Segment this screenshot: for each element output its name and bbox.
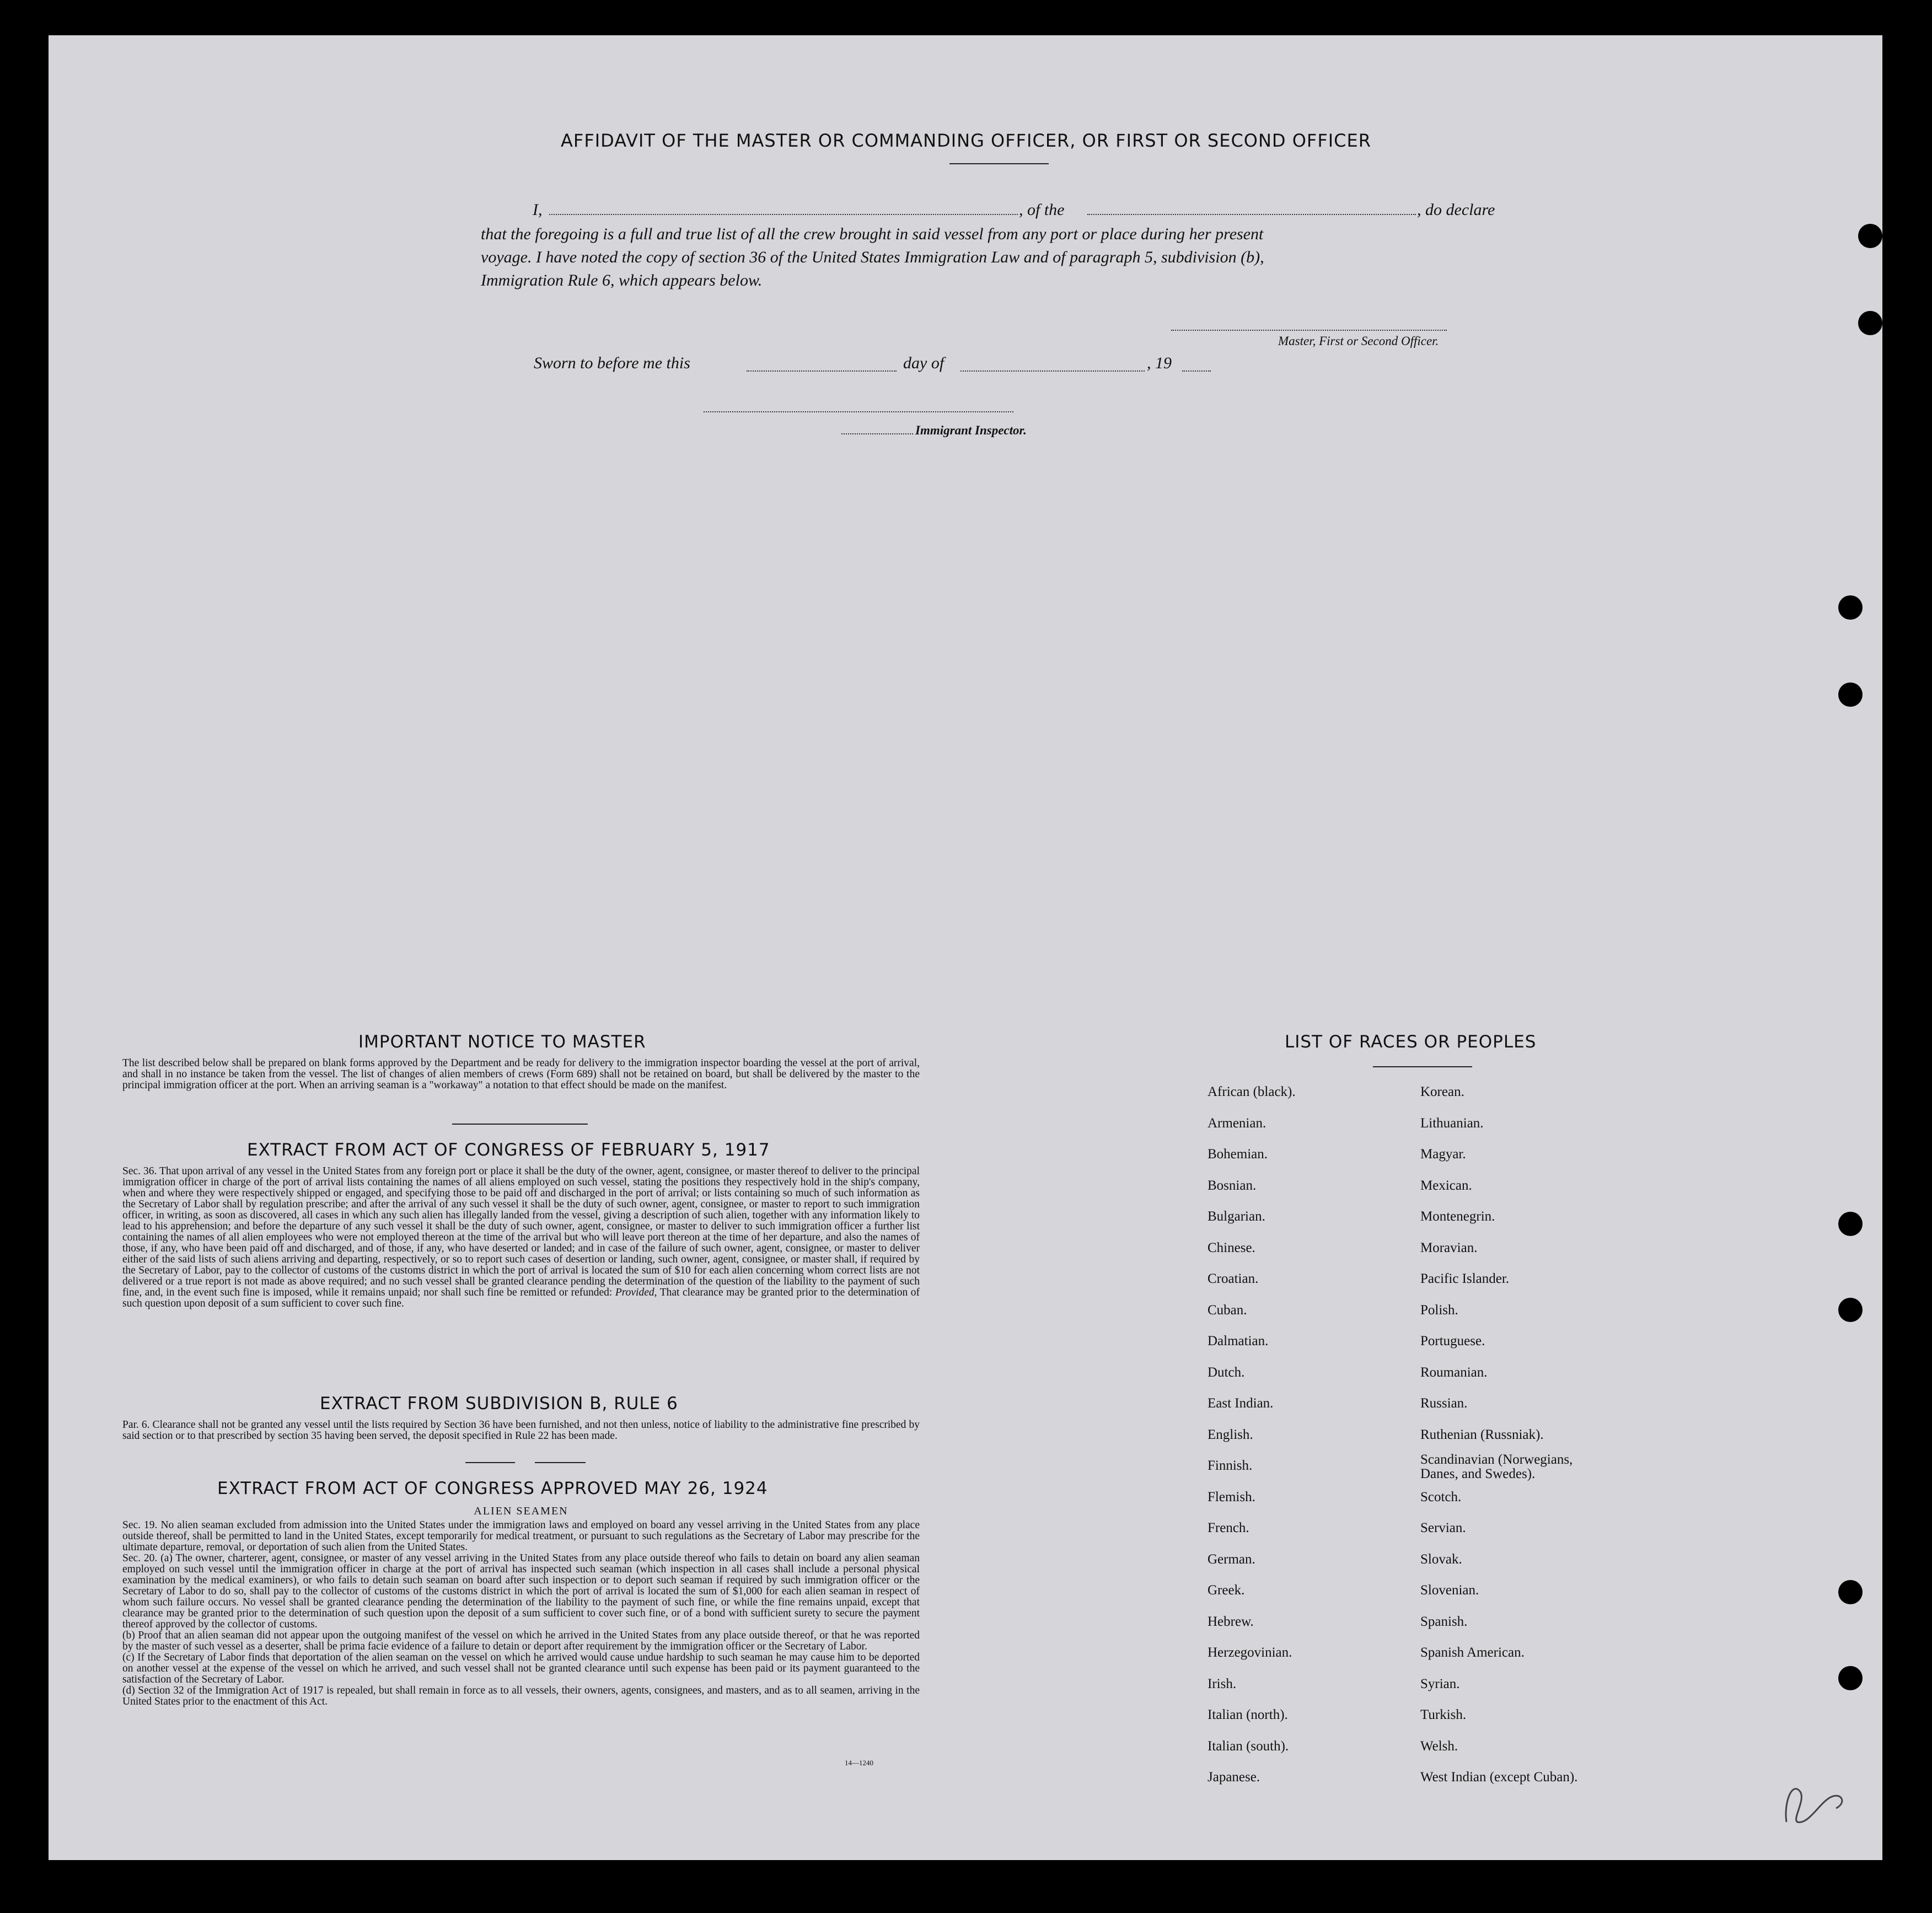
race-item: Herzegovinian. (1208, 1645, 1292, 1660)
inspector-label: Immigrant Inspector. (915, 423, 1027, 437)
extract-1917-title: EXTRACT FROM ACT OF CONGRESS OF FEBRUARY 5, 1917 (247, 1140, 770, 1160)
master-name-field[interactable] (549, 214, 1018, 215)
race-item: Servian. (1420, 1520, 1466, 1535)
race-item: Hebrew. (1208, 1614, 1254, 1629)
race-item: Slovenian. (1420, 1583, 1479, 1598)
extract-rule6-body: Par. 6. Clearance shall not be granted any vessel until the lists required by Section 36 have been furnished, and not then unless, notice of liability to the administrative fine prescribed by said section or to that prescribed by section 35 having been served, the deposit specified in Rule 22 has been made. (122, 1419, 920, 1442)
section-divider (535, 1462, 586, 1463)
extract-1917-body (122, 1166, 920, 1309)
inspector-signature-lead (841, 433, 913, 434)
race-item: Roumanian. (1420, 1364, 1488, 1380)
race-item: Spanish American. (1420, 1645, 1525, 1660)
extract-1924-paragraph: Sec. 20. (a) The owner, charterer, agent, consignee, or master of any vessel arriving in the United States from any place outside thereof who fails to detain on board any alien seaman employed on such vessel until the immigration officer in charge at the port of arrival has inspected such seaman (which inspection in all cases shall include a personal physical examination by the medical examiners), or who fails to detain such seaman on board after such inspection or to deport such seaman if required by such immigration officer or the Secretary of Labor to do so, shall pay to the collector of customs of the customs district in which the port of arrival is located the sum of $1,000 for each alien seaman in respect of whom such failure occurs. No vessel shall be granted clearance pending the determination of the liability to the payment of such fine, or while the fine remains unpaid, except that clearance may be granted prior to the determination of such question upon the deposit of a sum sufficient to cover such fine, or of a bond with sufficient surety to secure the payment thereof approved by the collector of customs. (122, 1552, 920, 1630)
race-item: Italian (north). (1208, 1707, 1288, 1722)
master-signature-field[interactable] (1171, 330, 1447, 331)
punch-hole (1838, 683, 1863, 707)
race-item: West Indian (except Cuban). (1420, 1770, 1578, 1785)
races-right-column (1420, 1077, 1630, 1793)
race-item: Dutch. (1208, 1364, 1245, 1380)
punch-hole (1838, 1580, 1863, 1604)
extract-1917-proviso: That clearance may be granted prior to the determination of such question upon deposit of a sum sufficient to cover such fine. (122, 1287, 920, 1309)
race-item: Spanish. (1420, 1614, 1468, 1629)
pencil-mark (1781, 1770, 1858, 1830)
form-number: 14—1240 (845, 1759, 873, 1767)
punch-hole (1858, 224, 1882, 248)
punch-hole (1838, 595, 1863, 620)
sworn-day-field[interactable] (747, 370, 897, 372)
statement-line-1: that the foregoing is a full and true list of all the crew brought in said vessel from any port or place during her present (481, 225, 1264, 243)
punch-hole (1858, 311, 1882, 335)
race-item: German. (1208, 1551, 1255, 1567)
race-item: Pacific Islander. (1420, 1271, 1510, 1286)
year-label: , 19 (1147, 354, 1172, 372)
race-item: Russian. (1420, 1396, 1468, 1411)
sworn-label: Sworn to before me this (534, 354, 690, 372)
affidavit-i-label: I, (533, 201, 543, 219)
race-item: Bulgarian. (1208, 1209, 1265, 1224)
race-item: Lithuanian. (1420, 1115, 1484, 1131)
punch-hole (1838, 1298, 1863, 1322)
section-divider (465, 1462, 515, 1463)
extract-1924-paragraph: Sec. 19. No alien seaman excluded from admission into the United States under the immigration laws and employed on board any vessel arriving in the United States from any place outside thereof, shall be permitted to land in the United States, except temporarily for medical treatment, or pursuant to such regulations as the Secretary of Labor may prescribe for the ultimate departure, removal, or deportation of such alien from the United States. (122, 1519, 920, 1553)
inspector-signature-field[interactable] (704, 411, 1013, 412)
race-item: African (black). (1208, 1084, 1296, 1099)
race-item: Syrian. (1420, 1676, 1460, 1691)
race-item: Flemish. (1208, 1489, 1255, 1504)
statement-line-2: voyage. I have noted the copy of section 36 of the United States Immigration Law and of paragraph 5, subdivision (b), (481, 248, 1264, 266)
statement-line-3: Immigration Rule 6, which appears below. (481, 271, 763, 289)
race-item: Ruthenian (Russniak). (1420, 1427, 1544, 1442)
race-item: Cuban. (1208, 1302, 1247, 1318)
race-item: Montenegrin. (1420, 1209, 1495, 1224)
extract-1924-title: EXTRACT FROM ACT OF CONGRESS APPROVED MAY 26, 1924 (217, 1479, 768, 1498)
race-item: Greek. (1208, 1583, 1245, 1598)
signature-label: Master, First or Second Officer. (1278, 334, 1439, 348)
punch-hole (1838, 1212, 1863, 1236)
day-of-label: day of (903, 354, 944, 372)
race-item: Mexican. (1420, 1178, 1472, 1193)
race-item: Bohemian. (1208, 1147, 1268, 1162)
extract-1924-paragraph: (b) Proof that an alien seaman did not appear upon the outgoing manifest of the vessel on which he arrived in the United States from any place outside thereof, or that he was reported by the master of such vessel as a deserter, shall be prima facie evidence of a failure to detain or deport after requirement by the immigration officer or the Secretary of Labor. (122, 1630, 920, 1652)
race-item: Polish. (1420, 1302, 1458, 1318)
affidavit-title: AFFIDAVIT OF THE MASTER OR COMMANDING OFFICER, OR FIRST OR SECOND OFFICER (561, 130, 1371, 151)
notice-title: IMPORTANT NOTICE TO MASTER (358, 1032, 646, 1052)
extract-rule6-title: EXTRACT FROM SUBDIVISION B, RULE 6 (320, 1394, 678, 1414)
extract-1924-paragraph: (c) If the Secretary of Labor finds that deportation of the alien seaman on the vessel on which he arrived would cause undue hardship to such seaman he may cause him to be deported on another vessel at the expense of the vessel on which he arrived, and such vessel shall not be granted clearance until such expense has been paid or its payment guaranteed to the satisfaction of the Secretary of Labor. (122, 1652, 920, 1685)
notice-body: The list described below shall be prepared on blank forms approved by the Department and be ready for delivery to the immigration inspector boarding the vessel at the port of arrival, and shall in no instance be taken from the vessel. The list of changes of alien members of crews (Form 689) shall not be retained on board, but shall be delivered by the master to the principal immigration officer at the port. When an arriving seaman is a "workaway" a notation to that effect should be made on the manifest. (122, 1057, 920, 1091)
race-item: Dalmatian. (1208, 1334, 1269, 1348)
race-item: Magyar. (1420, 1147, 1466, 1162)
race-item: Finnish. (1208, 1458, 1253, 1473)
race-item: Japanese. (1208, 1770, 1260, 1785)
title-underline (949, 163, 1049, 164)
vessel-name-field[interactable] (1087, 214, 1416, 215)
race-item: French. (1208, 1520, 1249, 1535)
race-item: East Indian. (1208, 1396, 1274, 1411)
race-item: Irish. (1208, 1676, 1237, 1691)
extract-1924-subtitle: ALIEN SEAMEN (474, 1505, 568, 1517)
race-item: Korean. (1420, 1084, 1464, 1099)
race-item: Croatian. (1208, 1271, 1259, 1286)
extract-1924-paragraph: (d) Section 32 of the Immigration Act of 1917 is repealed, but shall remain in force as to all vessels, their owners, agents, consignees, and masters, and as to all seamen, arriving in the United States prior to the enactment of this Act. (122, 1685, 920, 1707)
race-item: Portuguese. (1420, 1334, 1485, 1348)
race-item: Chinese. (1208, 1240, 1255, 1255)
race-item: Italian (south). (1208, 1738, 1289, 1754)
races-left-column (1208, 1077, 1406, 1793)
race-item: Moravian. (1420, 1240, 1478, 1255)
race-item: Bosnian. (1208, 1178, 1257, 1193)
races-title: LIST OF RACES OR PEOPLES (1285, 1032, 1537, 1052)
extract-1917-text: That upon arrival of any vessel in the United States from any foreign port or place it shall be the duty of the owner, agent, consignee, or master thereof to deliver to the principal immigration officer in charge of the port of arrival lists containing the names of all aliens employed on such vessel, stating the positions they respectively hold in the ship's company, when and where they were respectively shipped or engaged, and specifying those to be paid off and discharged in the port of arrival; or lists containing so much of such information as the Secretary of Labor shall by regulation prescribe; and after the arrival of any such vessel it shall be the duty of such owner, agent, consignee, or master to report to such immigration officer, in writing, as soon as discovered, all cases in which any such alien has illegally landed from the vessel, giving a description of such alien, together with any information likely to lead to his apprehension; and before the departure of any such vessel it shall be the duty of such owner, agent, consignee, or master to deliver to such immigration officer a further list containing the names of all alien employees who were not employed thereon at the time of the arrival but who will leave port thereon at the time of her departure, and also the names of those, if any, who have been paid off and discharged, and of those, if any, who have deserted or landed; and in case of the failure of such owner, agent, consignee, or master to deliver either of the said lists of such aliens arriving and departing, respectively, or so to report such cases of desertion or landing, such owner, agent, consignee, or master shall, if required by the Secretary of Labor, pay to the collector of customs of the customs district in which the port of arrival is located the sum of $10 for each alien concerning whom correct lists are not delivered or a true report is not made as above required; and no such vessel shall be granted clearance pending the determination of the question of the liability to the payment of such fine, and, in the event such fine is imposed, while it remains unpaid; nor shall such fine be remitted or refunded: (122, 1165, 920, 1298)
race-item: Scotch. (1420, 1489, 1462, 1504)
extract-1917-sec-label: Sec. 36. (122, 1165, 157, 1177)
extract-1917-proviso-label: Provided, (615, 1287, 657, 1298)
race-item: Turkish. (1420, 1707, 1467, 1722)
sworn-month-field[interactable] (960, 370, 1145, 372)
races-title-underline (1373, 1066, 1472, 1067)
race-item: Slovak. (1420, 1551, 1462, 1567)
extract-1924-body (122, 1520, 920, 1707)
section-divider (452, 1124, 588, 1125)
of-the-label: , of the (1019, 201, 1065, 219)
race-item: Scandinavian (Norwegians, Danes, and Swedes). (1420, 1452, 1573, 1481)
race-item: Welsh. (1420, 1738, 1458, 1754)
do-declare-label: , do declare (1417, 201, 1495, 219)
race-item: Armenian. (1208, 1115, 1266, 1131)
punch-hole (1838, 1666, 1863, 1690)
sworn-year-field[interactable] (1182, 370, 1211, 372)
race-item: English. (1208, 1427, 1253, 1442)
